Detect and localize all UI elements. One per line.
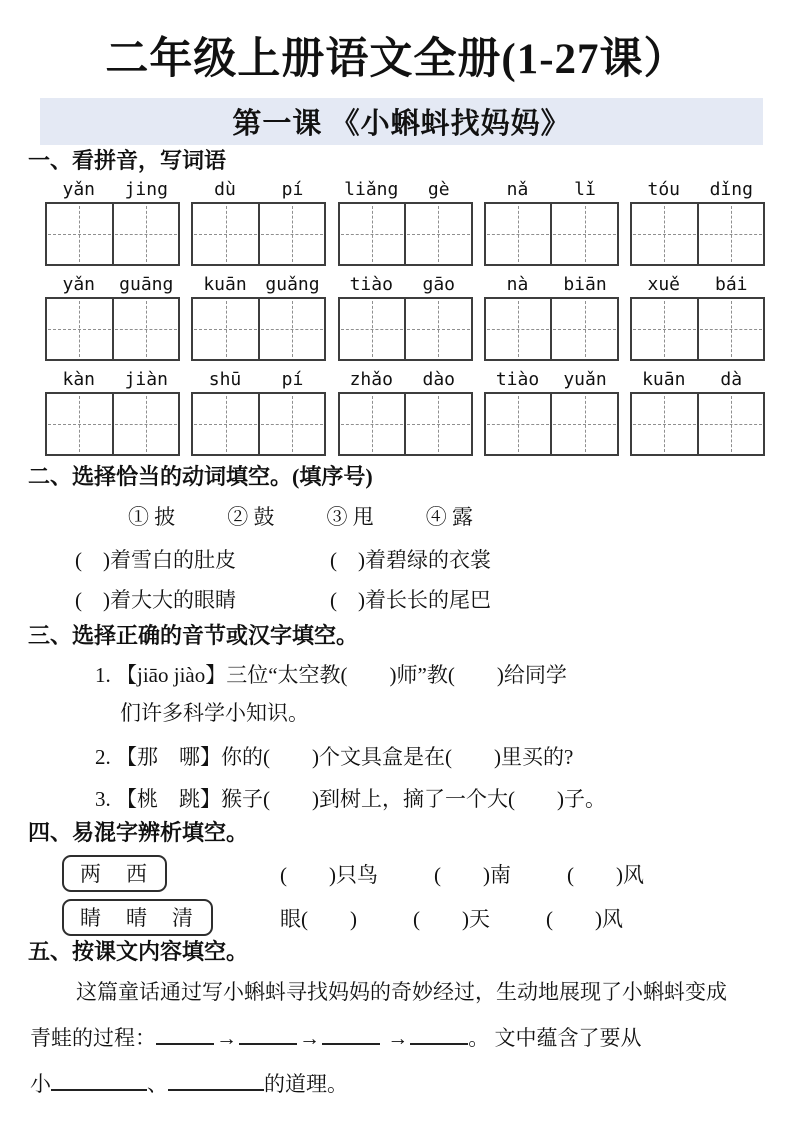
option-4: ④ 露 (425, 505, 473, 529)
pinyin-syllable: liǎng (344, 179, 399, 200)
tianzige-cell (47, 394, 112, 454)
pinyin-syllable: guǎng (265, 274, 320, 295)
writing-grid (484, 202, 619, 266)
pinyin-syllable: dào (422, 369, 455, 390)
writing-grid (45, 297, 180, 361)
pinyin-writing-group (45, 271, 180, 361)
tianzige-cell (340, 299, 405, 359)
tianzige-cell (258, 299, 325, 359)
pinyin-syllable: dù (214, 179, 236, 200)
section1-heading: 一、看拼音，写词语 (28, 148, 227, 173)
tianzige-cell (404, 204, 471, 264)
answer-blank (322, 1025, 380, 1045)
pinyin-writing-group (191, 271, 326, 361)
tianzige-cell (112, 394, 179, 454)
pinyin-syllable: kuān (203, 274, 247, 295)
lesson-banner-text: 第一课 《小蝌蚪找妈妈》 (232, 108, 571, 140)
pinyin-syllable: biān (563, 274, 607, 295)
fill-blank-phrase: ( )着雪白的肚皮 (75, 548, 236, 572)
tianzige-cell (404, 394, 471, 454)
pinyin-writing-group (484, 271, 619, 361)
writing-grid (45, 392, 180, 456)
tianzige-cell (550, 299, 617, 359)
passage-line-2 (30, 1017, 765, 1059)
pinyin-syllable: kàn (62, 369, 95, 390)
pinyin-row-3 (45, 366, 765, 456)
tianzige-cell (697, 299, 764, 359)
pinyin-syllable: tóu (647, 179, 680, 200)
pinyin-writing-group (630, 271, 765, 361)
section5-heading: 五、按课文内容填空。 (28, 939, 249, 964)
pinyin-syllable: yǎn (62, 274, 95, 295)
writing-grid (338, 392, 473, 456)
passage-text: 、 (147, 1072, 168, 1096)
pinyin-writing-group (484, 366, 619, 456)
writing-grid (191, 392, 326, 456)
tianzige-cell (112, 299, 179, 359)
confusable-blank: ( )风 (546, 906, 623, 931)
question-text: 【jiāo jiào】三位“太空教( )师”教( )给同学 (116, 663, 567, 687)
tianzige-cell (486, 394, 551, 454)
pinyin-writing-group (484, 176, 619, 266)
fill-blank-phrase: ( )着碧绿的衣裳 (330, 548, 491, 572)
question-number: 3. (95, 787, 111, 811)
answer-blank (239, 1025, 297, 1045)
tianzige-cell (258, 394, 325, 454)
writing-grid (45, 202, 180, 266)
pinyin-writing-group (338, 271, 473, 361)
tianzige-cell (193, 394, 258, 454)
pinyin-syllable: jing (124, 179, 168, 200)
option-1: ① 披 (128, 505, 176, 529)
question-text: 【那 哪】你的( )个文具盒是在( )里买的? (116, 745, 574, 769)
arrow-glyph: → (387, 1026, 409, 1050)
option-3: ③ 甩 (326, 505, 374, 529)
tianzige-cell (486, 204, 551, 264)
pinyin-syllable: xuě (647, 274, 680, 295)
question-item-3 (95, 781, 793, 817)
worksheet-title: 二年级上册语文全册(1-27课） (105, 36, 688, 83)
tianzige-cell (550, 204, 617, 264)
question-item-1-continued: 们许多科学小知识。 (120, 701, 309, 725)
pinyin-syllable: jiàn (124, 369, 168, 390)
fill-row (75, 540, 793, 580)
question-item-1 (95, 657, 793, 693)
writing-grid (630, 297, 765, 361)
answer-blank (168, 1071, 264, 1091)
pinyin-syllable: nà (506, 274, 529, 295)
pinyin-syllable: bái (714, 274, 748, 295)
pinyin-writing-group (630, 176, 765, 266)
confusable-row-1 (62, 855, 793, 892)
pinyin-syllable: pí (281, 369, 304, 390)
tianzige-cell (486, 299, 551, 359)
tianzige-cell (340, 204, 405, 264)
confusable-blank: ( )风 (567, 862, 644, 887)
arrow-glyph: → (299, 1026, 320, 1050)
answer-blank (410, 1025, 468, 1045)
tianzige-cell (258, 204, 325, 264)
tianzige-cell (47, 299, 112, 359)
confusable-blank: ( )只鸟 (280, 862, 378, 887)
pinyin-syllable: dǐng (709, 179, 753, 200)
writing-grid (191, 202, 326, 266)
passage-line-3 (30, 1063, 765, 1105)
writing-grid (630, 202, 765, 266)
pinyin-row-1 (45, 176, 765, 266)
writing-grid (630, 392, 765, 456)
answer-blank (51, 1071, 147, 1091)
section3-heading: 三、选择正确的音节或汉字填空。 (28, 623, 359, 648)
tianzige-cell (632, 394, 697, 454)
question-text: 【桃 跳】猴子( )到树上，摘了一个大( )子。 (116, 787, 606, 811)
pinyin-syllable: lǐ (574, 179, 596, 200)
section2-heading: 二、选择恰当的动词填空。(填序号) (28, 464, 373, 489)
pinyin-writing-group (630, 366, 765, 456)
confusable-row-2 (62, 899, 793, 936)
arrow-glyph: → (216, 1026, 237, 1050)
pinyin-syllable: nǎ (506, 179, 529, 200)
pinyin-syllable: tiào (495, 369, 540, 390)
writing-grid (484, 297, 619, 361)
fill-blank-phrase: ( )着长长的尾巴 (330, 588, 491, 612)
pinyin-syllable: yǎn (62, 179, 95, 200)
fill-blank-phrase: ( )着大大的眼睛 (75, 588, 236, 612)
pinyin-syllable: yuǎn (563, 369, 607, 390)
tianzige-cell (193, 299, 258, 359)
pinyin-syllable: guāng (119, 274, 174, 295)
writing-grid (338, 202, 473, 266)
passage-text: 。 文中蕴含了要从 (468, 1026, 642, 1050)
section4-heading: 四、易混字辨析填空。 (28, 820, 249, 845)
pinyin-syllable: shū (208, 369, 242, 390)
writing-grid (484, 392, 619, 456)
question-number: 1. (95, 663, 111, 687)
confusable-chars-box: 两 西 (62, 855, 167, 892)
tianzige-cell (404, 299, 471, 359)
confusable-chars-box: 睛 晴 清 (62, 899, 213, 936)
tianzige-cell (632, 204, 697, 264)
pinyin-writing-group (338, 176, 473, 266)
passage-text: 青蛙的过程： (30, 1026, 156, 1050)
pinyin-syllable: tiào (349, 274, 393, 295)
pinyin-writing-group (45, 366, 180, 456)
pinyin-syllable: dà (720, 369, 743, 390)
writing-grid (338, 297, 473, 361)
pinyin-writing-group (45, 176, 180, 266)
tianzige-cell (697, 204, 764, 264)
writing-grid (191, 297, 326, 361)
pinyin-writing-group (191, 366, 326, 456)
pinyin-syllable: gè (427, 179, 450, 200)
lesson-banner (40, 98, 763, 145)
tianzige-cell (340, 394, 405, 454)
passage-text: 的道理。 (264, 1072, 348, 1096)
tianzige-cell (47, 204, 112, 264)
confusable-blank: 眼( ) (280, 906, 357, 931)
tianzige-cell (193, 204, 258, 264)
confusable-blank: ( )南 (434, 862, 511, 887)
pinyin-syllable: gāo (422, 274, 455, 295)
question-number: 2. (95, 745, 111, 769)
confusable-blank: ( )天 (413, 906, 490, 931)
passage-text: 小 (30, 1072, 51, 1096)
pinyin-syllable: pí (281, 179, 304, 200)
verb-options (128, 500, 793, 534)
answer-blank (156, 1025, 214, 1045)
pinyin-row-2 (45, 271, 765, 361)
option-2: ② 鼓 (227, 505, 275, 529)
tianzige-cell (632, 299, 697, 359)
tianzige-cell (697, 394, 764, 454)
passage-line-1: 这篇童话通过写小蝌蚪寻找妈妈的奇妙经过，生动地展现了小蝌蚪变成 (76, 980, 727, 1004)
tianzige-cell (550, 394, 617, 454)
pinyin-writing-group (338, 366, 473, 456)
pinyin-syllable: kuān (642, 369, 686, 390)
tianzige-cell (112, 204, 179, 264)
pinyin-syllable: zhǎo (349, 369, 393, 390)
pinyin-writing-group (191, 176, 326, 266)
question-item-2 (95, 739, 793, 775)
fill-row (75, 580, 793, 620)
